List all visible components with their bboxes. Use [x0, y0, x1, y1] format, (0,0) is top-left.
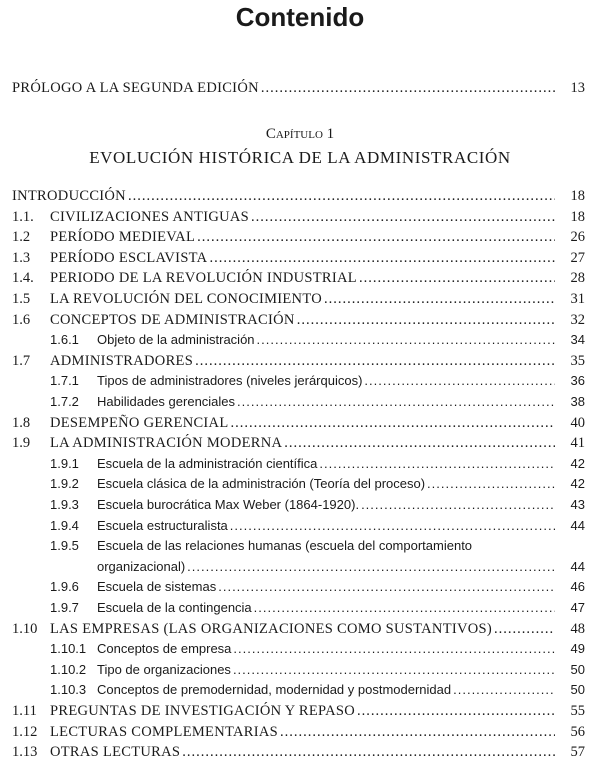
entry-page: 31	[570, 291, 585, 307]
dot-leader	[494, 621, 555, 638]
dot-leader	[254, 600, 555, 615]
entry-label: LA ADMINISTRACIÓN MODERNA	[50, 435, 283, 452]
dot-leader	[128, 188, 555, 205]
dot-leader	[230, 518, 555, 533]
entry-number: 1.9.5	[50, 538, 79, 554]
entry-page: 57	[570, 744, 585, 761]
entry-page: 47	[570, 600, 585, 615]
entry-label: Tipo de organizaciones	[97, 661, 231, 677]
toc-entry[interactable]	[0, 353, 600, 373]
entry-page: 50	[570, 682, 585, 698]
dot-leader	[233, 662, 555, 677]
entry-label: INTRODUCCIÓN	[12, 188, 126, 204]
entry-label: Escuela de la contingencia	[97, 600, 252, 615]
entry-number: 1.7.1	[50, 373, 79, 389]
entry-label-continued: organizacional)	[97, 558, 186, 574]
dot-leader	[359, 270, 555, 287]
dot-leader	[324, 291, 555, 308]
entry-number: 1.3	[12, 249, 31, 266]
dot-leader	[280, 724, 555, 741]
toc-entry[interactable]	[0, 682, 600, 702]
entry-number: 1.7.2	[50, 394, 79, 409]
entry-number: 1.7	[12, 352, 31, 369]
toc-entry[interactable]	[0, 250, 600, 270]
entry-number: 1.9.3	[50, 497, 79, 512]
entry-label: Escuela de la administración científica	[97, 455, 318, 471]
toc-entry[interactable]	[0, 415, 600, 435]
dot-leader	[453, 682, 555, 697]
toc-entry-prologue[interactable]	[0, 80, 600, 100]
entry-page: 26	[570, 229, 585, 246]
dot-leader	[197, 229, 555, 246]
entry-page: 55	[570, 703, 585, 719]
entry-page: 35	[570, 352, 585, 369]
entry-number: 1.4.	[12, 270, 34, 287]
dot-leader	[237, 394, 555, 409]
dot-leader	[261, 80, 555, 97]
toc-entry[interactable]	[0, 579, 600, 599]
entry-label: PREGUNTAS DE INVESTIGACIÓN Y REPASO	[50, 703, 355, 719]
chapter-title: EVOLUCIÓN HISTÓRICA DE LA ADMINISTRACIÓN	[89, 148, 511, 167]
dot-leader	[284, 435, 555, 452]
entry-label: Escuela de las relaciones humanas (escuela del comportamiento	[97, 538, 473, 554]
entry-number: 1.9	[12, 435, 31, 452]
entry-label: Objeto de la administración	[97, 332, 255, 348]
entry-page: 27	[570, 249, 585, 266]
entry-page: 28	[570, 270, 585, 287]
entry-number: 1.9.1	[50, 455, 79, 471]
entry-label: CIVILIZACIONES ANTIGUAS	[50, 208, 250, 225]
entry-page: 46	[570, 579, 585, 595]
toc-entry[interactable]	[0, 641, 600, 661]
entry-label: PERIODO DE LA REVOLUCIÓN INDUSTRIAL	[50, 270, 357, 287]
toc-entry[interactable]	[0, 209, 600, 229]
entry-label: ADMINISTRADORES	[50, 352, 194, 369]
entry-number: 1.10.2	[50, 661, 87, 677]
toc-entry[interactable]	[0, 497, 600, 517]
entry-label: LAS EMPRESAS (LAS ORGANIZACIONES COMO SUSTANTIVOS)	[50, 620, 493, 637]
dot-leader	[357, 703, 555, 720]
toc-entry[interactable]	[0, 435, 600, 455]
entry-number: 1.9.4	[50, 517, 79, 533]
toc-entry[interactable]	[0, 600, 600, 620]
dot-leader	[218, 579, 555, 594]
entry-label: Escuela clásica de la administración (Teoría del proceso)	[97, 476, 426, 492]
entry-page: 41	[570, 435, 585, 452]
dot-leader	[257, 332, 555, 347]
entry-page: 43	[570, 497, 585, 512]
entry-page: 50	[570, 661, 585, 677]
entry-label: Escuela estructuralista	[97, 517, 228, 533]
entry-page: 40	[570, 414, 585, 431]
toc-entry[interactable]	[0, 744, 600, 764]
entry-page: 38	[570, 394, 585, 409]
entry-number: 1.5	[12, 291, 31, 307]
toc-entry[interactable]	[0, 476, 600, 496]
entry-page: 18	[570, 188, 585, 204]
entry-label: Conceptos de empresa	[97, 641, 232, 657]
dot-leader	[187, 559, 555, 574]
entry-number: 1.6	[12, 311, 31, 328]
entry-label: Escuela burocrática Max Weber (1864-1920).	[97, 497, 360, 512]
dot-leader	[182, 744, 555, 761]
entry-number: 1.2	[12, 229, 31, 246]
entry-number: 1.9.7	[50, 600, 79, 615]
toc-entry[interactable]	[0, 703, 600, 723]
entry-label: LA REVOLUCIÓN DEL CONOCIMIENTO	[50, 291, 322, 307]
toc-entry[interactable]	[0, 188, 600, 208]
entry-page: 42	[570, 455, 585, 471]
toc-entry[interactable]	[0, 312, 600, 332]
entry-number: 1.10.1	[50, 641, 87, 657]
toc-entry[interactable]	[0, 621, 600, 641]
entry-number: 1.9.2	[50, 476, 79, 492]
dot-leader	[233, 641, 555, 656]
entry-label: PERÍODO ESCLAVISTA	[50, 249, 208, 266]
entry-number: 1.11	[12, 703, 37, 719]
toc-entry[interactable]	[0, 291, 600, 311]
entry-label: DESEMPEÑO GERENCIAL	[50, 414, 229, 431]
entry-number: 1.8	[12, 414, 31, 431]
dot-leader	[195, 353, 555, 370]
entry-label: CONCEPTOS DE ADMINISTRACIÓN	[50, 311, 295, 328]
dot-leader	[251, 209, 555, 226]
entry-page: 32	[570, 311, 585, 328]
entry-number: 1.6.1	[50, 332, 79, 348]
entry-label: Conceptos de premodernidad, modernidad y postmodernidad	[97, 682, 452, 698]
toc-entry[interactable]	[0, 332, 600, 352]
entry-label: LECTURAS COMPLEMENTARIAS	[50, 723, 278, 740]
entry-page: 18	[570, 208, 585, 225]
entry-label: PRÓLOGO A LA SEGUNDA EDICIÓN	[12, 80, 259, 96]
toc-entry[interactable]	[0, 518, 600, 538]
entry-page: 42	[570, 476, 585, 492]
toc-entry[interactable]	[0, 538, 600, 558]
entry-label: Escuela de sistemas	[97, 579, 217, 595]
entry-page: 13	[570, 80, 585, 96]
entry-label: PERÍODO MEDIEVAL	[50, 229, 196, 246]
entry-label: Habilidades gerenciales	[97, 394, 236, 409]
dot-leader	[231, 415, 556, 432]
chapter-label: Capítulo 1	[265, 126, 335, 142]
entry-number: 1.10.3	[50, 682, 87, 698]
toc-entry[interactable]	[0, 662, 600, 682]
entry-number: 1.1.	[12, 208, 34, 225]
entry-page: 44	[570, 517, 585, 533]
entry-page: 56	[570, 723, 585, 740]
entry-label: OTRAS LECTURAS	[50, 744, 181, 761]
entry-number: 1.10	[12, 620, 38, 637]
toc-entry[interactable]	[0, 373, 600, 393]
entry-number: 1.13	[12, 744, 38, 761]
toc-entry[interactable]	[0, 229, 600, 249]
entry-page: 36	[570, 373, 585, 389]
page-title: Contenido	[235, 2, 365, 32]
toc-entry[interactable]	[0, 394, 600, 414]
toc-entry[interactable]	[0, 456, 600, 476]
dot-leader	[361, 497, 555, 512]
toc-entry-continuation[interactable]	[0, 559, 600, 579]
entry-page: 48	[570, 620, 585, 637]
toc-entry[interactable]	[0, 270, 600, 290]
entry-page: 34	[570, 332, 585, 348]
dot-leader	[427, 476, 555, 491]
dot-leader	[209, 250, 555, 267]
entry-page: 44	[570, 558, 585, 574]
entry-page: 49	[570, 641, 585, 657]
entry-label: Tipos de administradores (niveles jerárquicos)	[97, 373, 363, 389]
dot-leader	[364, 373, 555, 388]
dot-leader	[297, 312, 555, 329]
entry-number: 1.12	[12, 723, 38, 740]
toc-entry[interactable]	[0, 724, 600, 744]
entry-number: 1.9.6	[50, 579, 79, 595]
dot-leader	[319, 456, 555, 471]
